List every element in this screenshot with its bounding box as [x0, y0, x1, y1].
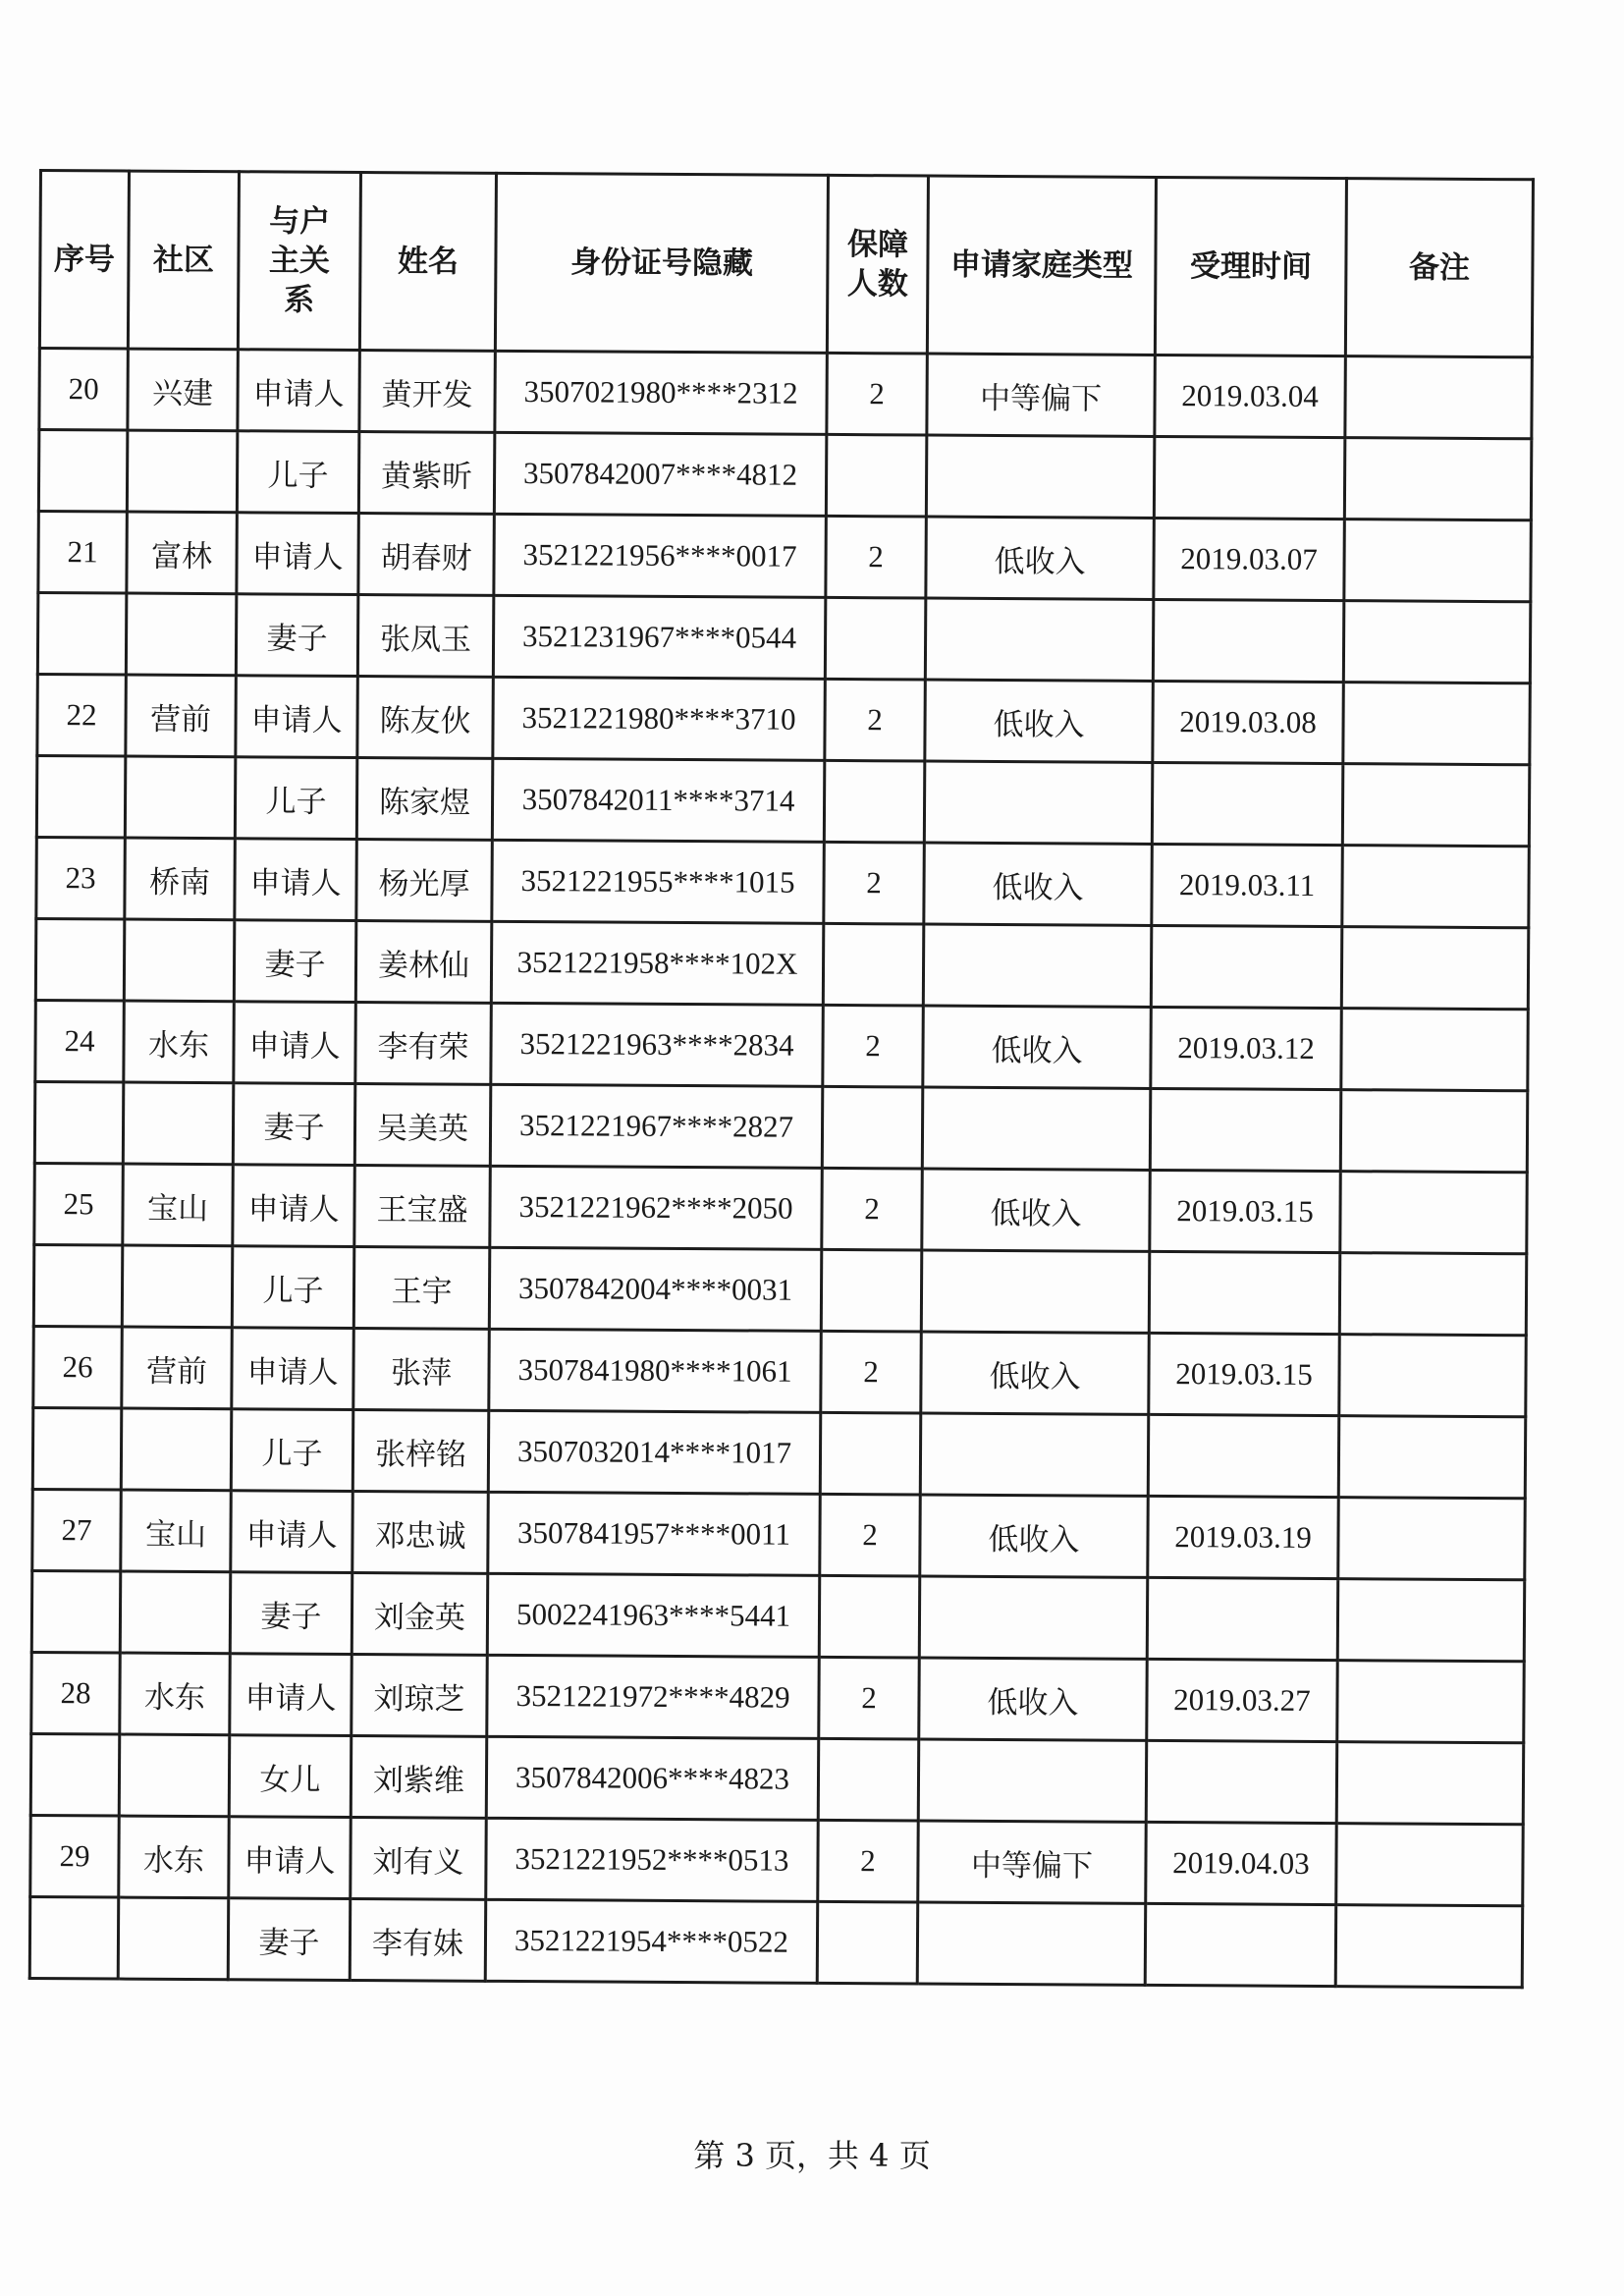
cell-community: 营前 [126, 675, 237, 757]
cell-relation: 申请人 [231, 1491, 353, 1573]
cell-name: 李有妹 [350, 1898, 486, 1981]
cell-relation: 申请人 [235, 839, 357, 921]
table-row [39, 349, 1532, 439]
cell-relation: 妻子 [233, 1083, 355, 1166]
cell-id-number: 5002241963****5441 [487, 1573, 820, 1657]
cell-no: 21 [38, 512, 128, 594]
cell-date [1148, 1414, 1339, 1497]
cell-relation: 儿子 [235, 757, 357, 840]
cell-relation: 申请人 [236, 676, 358, 758]
cell-date: 2019.03.11 [1152, 844, 1343, 926]
cell-relation: 申请人 [234, 1002, 356, 1084]
cell-id-number: 3521221980****3710 [493, 677, 826, 760]
cell-no: 26 [33, 1326, 123, 1408]
cell-date: 2019.04.03 [1146, 1822, 1337, 1904]
cell-note [1335, 1905, 1523, 1988]
cell-id-number: 3521221955****1015 [492, 840, 825, 923]
cell-community [126, 593, 237, 676]
table-row [30, 1733, 1523, 1824]
cell-id-number: 3507841957****0011 [488, 1492, 821, 1575]
cell-note [1337, 1661, 1525, 1743]
cell-no: 29 [30, 1815, 120, 1897]
cell-name: 陈家煜 [356, 757, 493, 840]
cell-note [1336, 1824, 1524, 1906]
cell-note [1337, 1579, 1525, 1662]
cell-note [1340, 1172, 1528, 1254]
cell-community [127, 430, 238, 513]
cell-family-type [926, 435, 1155, 518]
cell-date: 2019.03.04 [1155, 355, 1346, 437]
cell-name: 黄紫昕 [358, 431, 495, 514]
cell-id-number: 3521221952****0513 [486, 1818, 819, 1901]
cell-note [1341, 1009, 1529, 1091]
cell-family-type: 低收入 [925, 680, 1154, 762]
table-row [32, 1407, 1525, 1498]
cell-no [32, 1407, 122, 1490]
cell-community [120, 1571, 231, 1654]
cell-date [1145, 1903, 1336, 1986]
cell-note [1342, 764, 1530, 847]
table-row [33, 1244, 1526, 1335]
cell-date [1150, 1088, 1341, 1171]
table-row [37, 593, 1530, 683]
cell-no [37, 593, 127, 676]
applicant-table [28, 169, 1535, 1989]
cell-id-number: 3521231967****0544 [493, 595, 826, 679]
cell-name: 陈友伙 [357, 676, 494, 758]
header-id-number: 身份证号隐藏 [495, 173, 828, 353]
cell-count [819, 1575, 920, 1658]
cell-community: 兴建 [128, 349, 239, 431]
cell-no [29, 1896, 119, 1979]
cell-count [824, 760, 925, 843]
cell-name: 王宇 [353, 1246, 490, 1329]
table-row [29, 1896, 1522, 1987]
cell-id-number: 3521221958****102X [491, 921, 824, 1005]
cell-relation: 儿子 [237, 431, 359, 514]
cell-name: 张凤玉 [357, 594, 494, 677]
cell-no [31, 1570, 121, 1653]
cell-no: 24 [35, 1000, 125, 1082]
cell-id-number: 3507842007****4812 [494, 432, 827, 516]
cell-count: 2 [825, 679, 926, 761]
cell-community: 宝山 [121, 1490, 232, 1572]
table-row [37, 674, 1530, 764]
cell-count [817, 1901, 918, 1984]
cell-id-number: 3521221967****2827 [490, 1084, 823, 1168]
cell-name: 吴美英 [354, 1083, 491, 1166]
cell-family-type [917, 1902, 1146, 1985]
cell-count [825, 597, 926, 680]
cell-name: 王宝盛 [354, 1165, 491, 1247]
cell-id-number: 3521221972****4829 [487, 1655, 820, 1738]
cell-count: 2 [824, 842, 925, 924]
cell-community [124, 919, 235, 1002]
cell-count: 2 [822, 1168, 923, 1250]
cell-count [820, 1412, 921, 1495]
cell-date [1154, 436, 1345, 519]
cell-community: 宝山 [123, 1164, 234, 1246]
table-row [30, 1815, 1523, 1905]
cell-name: 张萍 [353, 1328, 490, 1410]
cell-no [33, 1244, 123, 1327]
cell-count: 2 [827, 353, 928, 435]
cell-note [1344, 438, 1532, 520]
cell-relation: 申请人 [232, 1328, 354, 1410]
table-row [33, 1326, 1526, 1416]
cell-community [123, 1082, 234, 1165]
table-row [34, 1081, 1527, 1172]
cell-date: 2019.03.12 [1151, 1007, 1342, 1089]
cell-date: 2019.03.08 [1153, 681, 1344, 763]
cell-relation: 妻子 [234, 920, 356, 1003]
cell-community: 水东 [119, 1816, 230, 1898]
cell-no [35, 918, 125, 1001]
cell-community: 桥南 [125, 838, 236, 920]
cell-date [1147, 1577, 1338, 1660]
cell-name: 胡春财 [358, 513, 495, 595]
cell-relation: 女儿 [229, 1735, 352, 1818]
cell-name: 黄开发 [359, 350, 496, 432]
cell-id-number: 3521221962****2050 [490, 1166, 823, 1249]
cell-date [1146, 1740, 1337, 1823]
cell-name: 刘金英 [352, 1572, 488, 1655]
cell-date: 2019.03.19 [1148, 1496, 1339, 1578]
cell-relation: 儿子 [232, 1246, 354, 1329]
cell-community: 水东 [124, 1001, 235, 1083]
cell-count: 2 [819, 1657, 920, 1739]
header-relation: 与户主关系 [238, 172, 360, 351]
cell-note [1336, 1742, 1524, 1825]
cell-date [1151, 925, 1342, 1008]
cell-name: 刘紫维 [351, 1735, 487, 1818]
cell-name: 杨光厚 [356, 839, 493, 921]
cell-date: 2019.03.27 [1147, 1659, 1338, 1741]
cell-family-type [918, 1739, 1147, 1822]
cell-count [823, 923, 924, 1006]
cell-count [822, 1086, 923, 1169]
cell-note [1340, 1090, 1528, 1173]
cell-note [1338, 1416, 1526, 1499]
cell-id-number: 3507032014****1017 [488, 1410, 821, 1494]
cell-no: 20 [39, 349, 129, 431]
cell-count: 2 [823, 1005, 924, 1087]
cell-relation: 申请人 [233, 1165, 355, 1247]
cell-no: 22 [37, 674, 127, 756]
header-community: 社区 [128, 171, 239, 350]
cell-note [1339, 1335, 1527, 1417]
table-header [39, 171, 1533, 357]
page-number: 第 3 页，共 4 页 [693, 2137, 931, 2174]
cell-family-type: 低收入 [926, 517, 1155, 599]
cell-date: 2019.03.15 [1149, 1333, 1340, 1415]
cell-count: 2 [826, 516, 927, 598]
cell-date [1149, 1251, 1340, 1334]
cell-relation: 妻子 [236, 594, 358, 677]
cell-community [122, 1245, 233, 1328]
cell-family-type [924, 761, 1153, 844]
cell-community [121, 1408, 232, 1491]
cell-count [826, 434, 927, 517]
header-note: 备注 [1345, 179, 1533, 357]
cell-relation: 申请人 [237, 513, 359, 595]
cell-family-type [925, 598, 1154, 681]
cell-no [36, 755, 126, 838]
cell-id-number: 3507021980****2312 [495, 351, 828, 434]
table-row [31, 1652, 1524, 1742]
cell-note [1343, 683, 1531, 765]
cell-no [38, 430, 128, 513]
cell-community [119, 1734, 230, 1817]
cell-family-type [919, 1576, 1148, 1659]
cell-count [821, 1249, 922, 1332]
cell-community: 富林 [127, 512, 238, 594]
table-row [38, 512, 1531, 602]
cell-community [118, 1897, 229, 1980]
table-row [31, 1570, 1524, 1661]
cell-community [125, 756, 236, 839]
cell-community: 水东 [120, 1653, 231, 1735]
cell-family-type [922, 1087, 1151, 1170]
cell-id-number: 3507842011****3714 [492, 758, 825, 842]
cell-count: 2 [821, 1331, 922, 1413]
cell-id-number: 3521221956****0017 [494, 514, 827, 597]
cell-family-type [920, 1413, 1149, 1496]
cell-relation: 申请人 [229, 1817, 352, 1899]
cell-no: 25 [34, 1163, 124, 1245]
cell-family-type: 中等偏下 [918, 1821, 1147, 1903]
cell-relation: 申请人 [230, 1654, 352, 1736]
cell-count: 2 [818, 1820, 919, 1902]
header-name: 姓名 [359, 173, 496, 352]
cell-id-number: 3521221954****0522 [485, 1899, 818, 1983]
cell-family-type [921, 1250, 1150, 1333]
cell-no [30, 1733, 120, 1816]
cell-id-number: 3507842006****4823 [486, 1736, 819, 1820]
cell-family-type: 低收入 [923, 1006, 1152, 1088]
cell-date: 2019.03.07 [1154, 518, 1345, 600]
cell-name: 张梓铭 [352, 1409, 489, 1492]
cell-name: 李有荣 [355, 1002, 492, 1084]
cell-no [34, 1081, 124, 1164]
cell-note [1345, 356, 1533, 439]
cell-note [1338, 1498, 1526, 1580]
table-body [29, 349, 1532, 1988]
cell-name: 姜林仙 [355, 920, 492, 1003]
header-family-type: 申请家庭类型 [927, 176, 1156, 355]
header-row [39, 171, 1533, 357]
cell-note [1343, 601, 1531, 683]
cell-name: 刘琼芝 [352, 1654, 488, 1736]
cell-relation: 申请人 [238, 350, 360, 432]
cell-name: 刘有义 [351, 1817, 487, 1899]
cell-no: 27 [32, 1489, 122, 1571]
table-row [35, 1000, 1528, 1090]
table-row [36, 755, 1529, 846]
cell-date [1152, 762, 1343, 845]
cell-date: 2019.03.15 [1150, 1170, 1341, 1252]
table-row [38, 430, 1531, 520]
header-no: 序号 [39, 171, 129, 350]
cell-family-type: 低收入 [920, 1495, 1149, 1577]
cell-no: 23 [36, 837, 126, 919]
cell-family-type [923, 924, 1152, 1007]
cell-note [1339, 1253, 1527, 1336]
cell-relation: 儿子 [231, 1409, 353, 1492]
cell-family-type: 低收入 [924, 843, 1153, 925]
cell-id-number: 3507841980****1061 [489, 1329, 822, 1412]
cell-name: 邓忠诚 [352, 1491, 489, 1573]
table-row [36, 837, 1529, 927]
cell-relation: 妻子 [228, 1898, 351, 1981]
table-row [34, 1163, 1527, 1253]
cell-family-type: 低收入 [922, 1169, 1151, 1251]
cell-no: 28 [31, 1652, 121, 1734]
cell-note [1341, 927, 1529, 1010]
cell-note [1344, 519, 1532, 602]
header-date: 受理时间 [1155, 177, 1346, 355]
cell-community: 营前 [122, 1327, 233, 1409]
cell-note [1342, 846, 1530, 928]
cell-relation: 妻子 [230, 1572, 352, 1655]
cell-id-number: 3521221963****2834 [491, 1003, 824, 1086]
cell-count: 2 [820, 1494, 921, 1576]
table-row [32, 1489, 1525, 1579]
cell-count [818, 1738, 919, 1821]
cell-family-type: 低收入 [919, 1658, 1148, 1740]
table-row [35, 918, 1528, 1009]
cell-id-number: 3507842004****0031 [489, 1247, 822, 1331]
cell-family-type: 中等偏下 [927, 354, 1156, 436]
header-count: 保障人数 [827, 175, 928, 354]
cell-family-type: 低收入 [921, 1332, 1150, 1414]
cell-date [1153, 599, 1344, 682]
